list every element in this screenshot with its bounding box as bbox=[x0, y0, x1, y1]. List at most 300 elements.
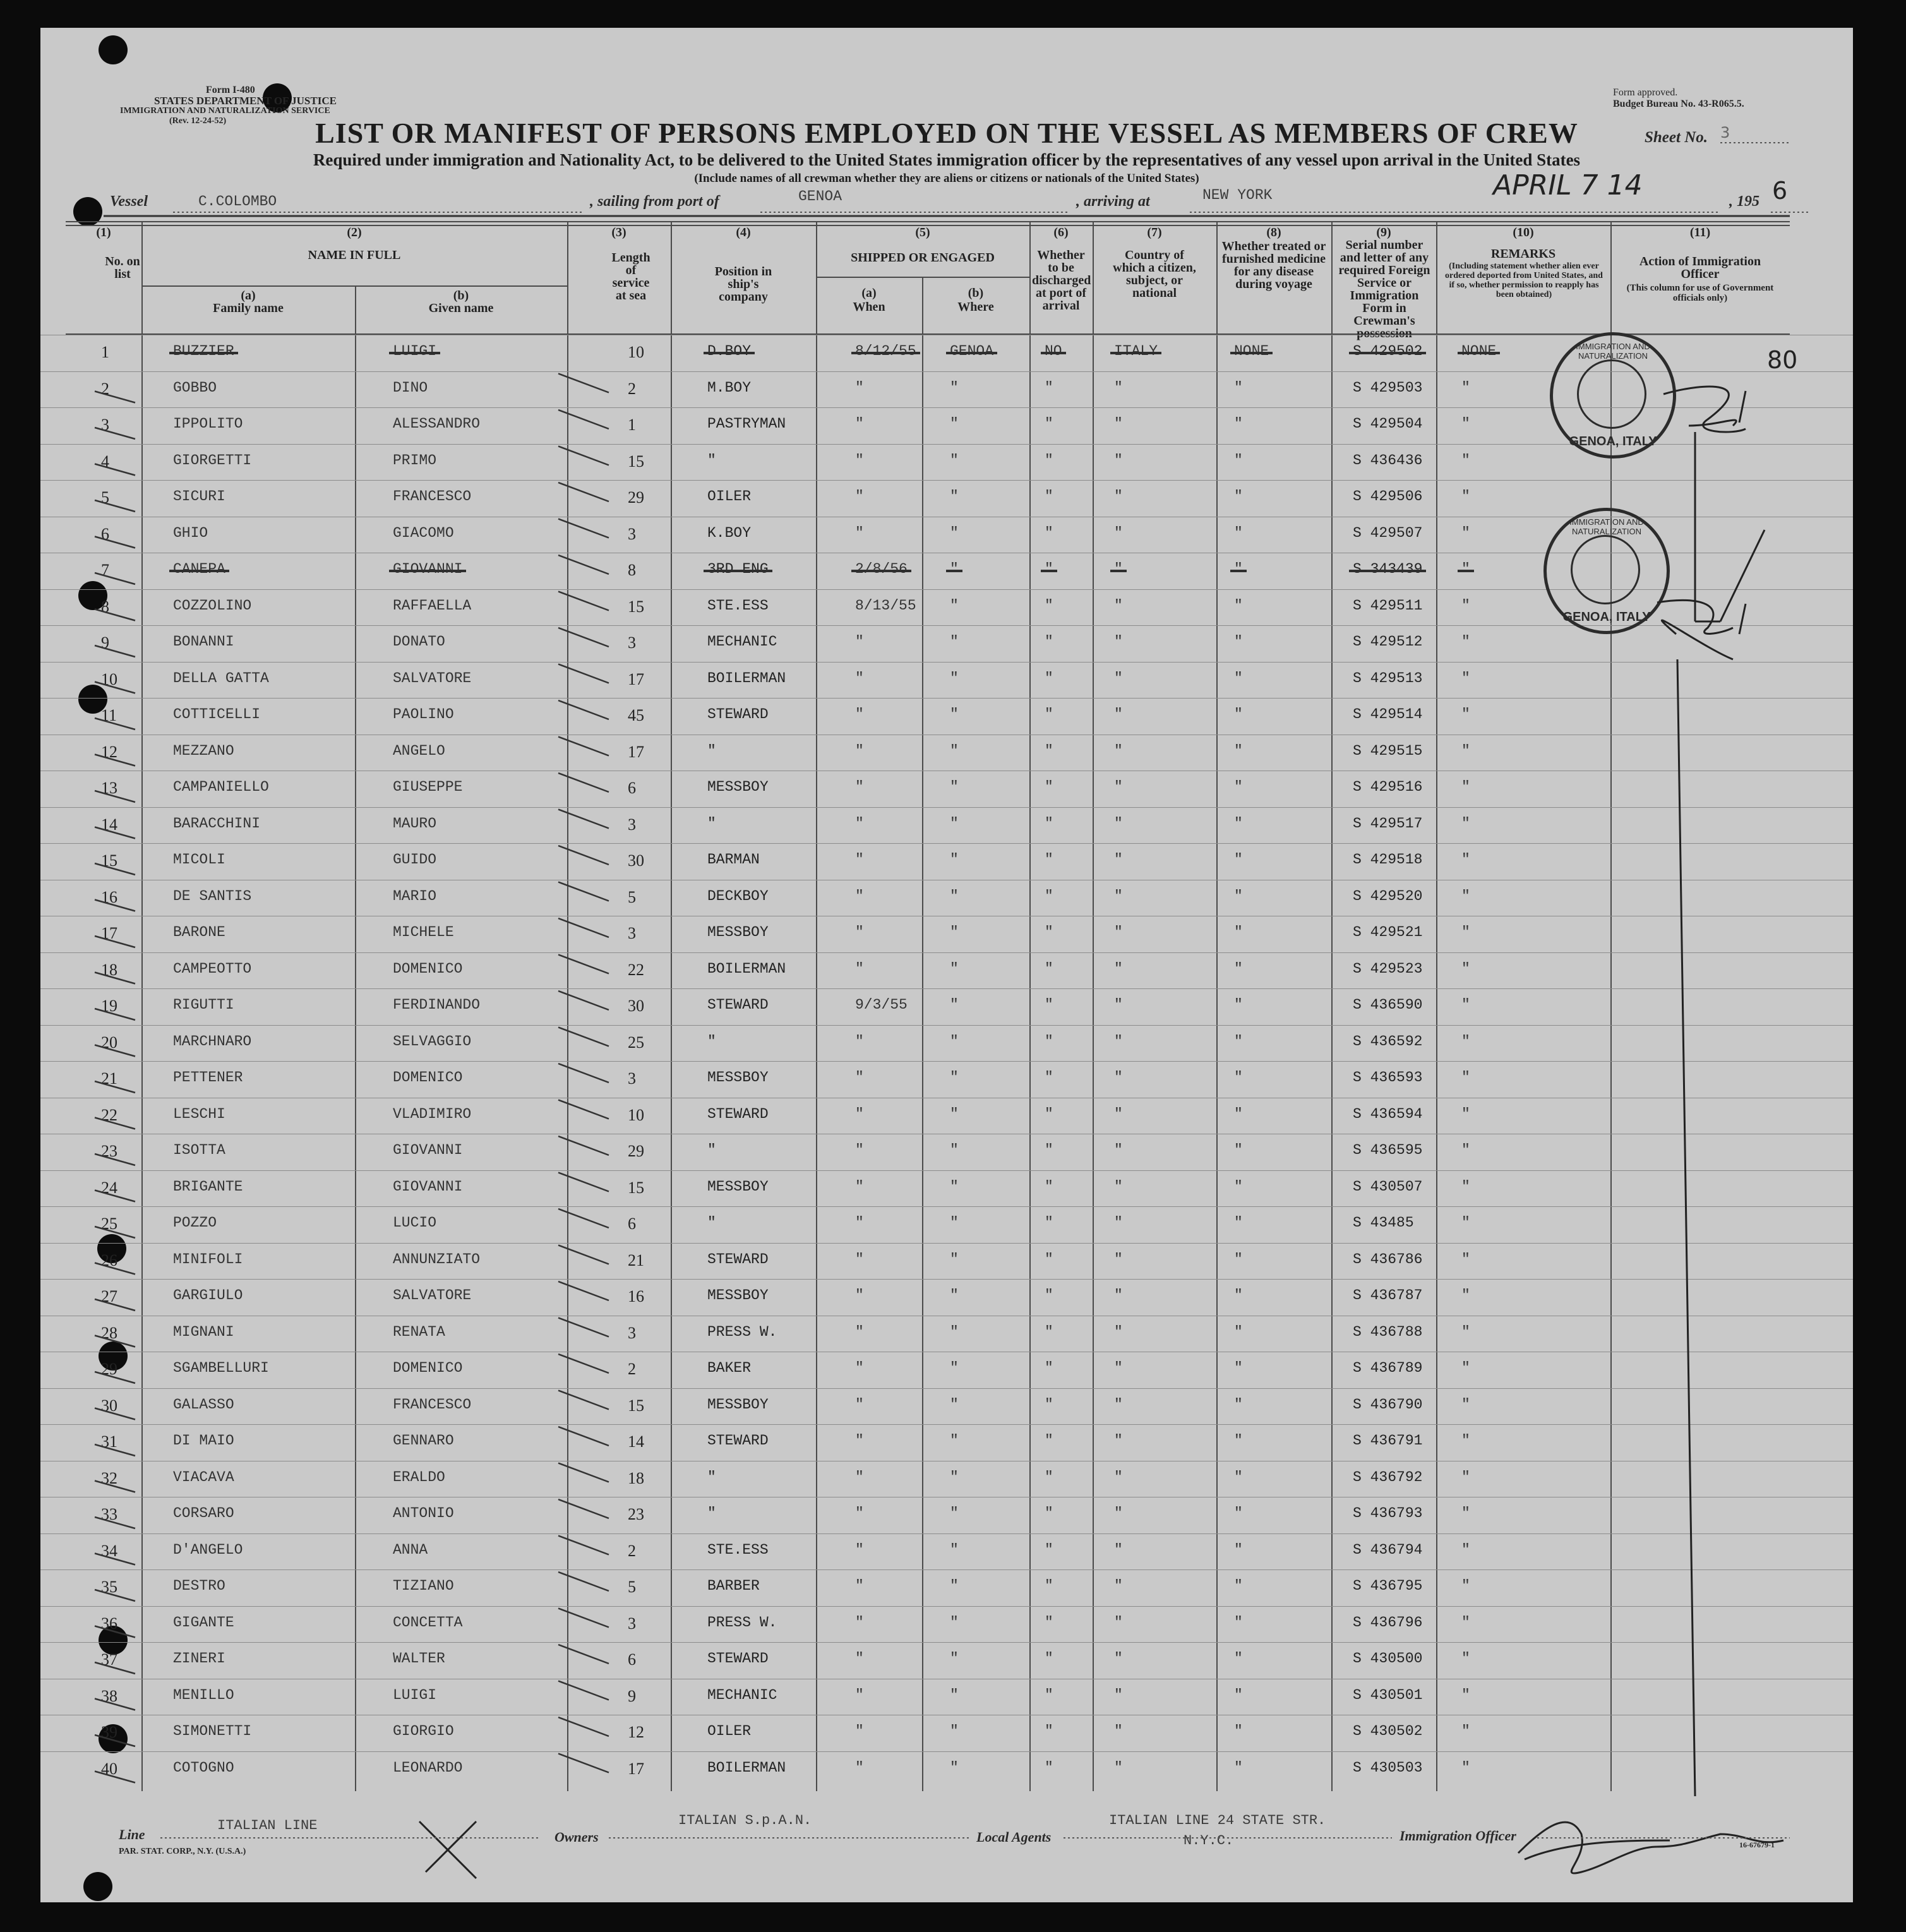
cell-given: RAFFAELLA bbox=[393, 597, 472, 614]
cell-given: LUCIO bbox=[393, 1215, 437, 1231]
cell-discharged: " bbox=[1045, 1142, 1053, 1158]
cell-given: SELVAGGIO bbox=[393, 1033, 472, 1050]
cell-service: 6 bbox=[628, 779, 636, 797]
cell-when: " bbox=[855, 1723, 864, 1739]
cell-when: " bbox=[855, 416, 864, 432]
cell-remarks: " bbox=[1461, 561, 1470, 577]
cell-discharged: " bbox=[1045, 1178, 1053, 1195]
cell-given: DOMENICO bbox=[393, 960, 463, 977]
cell-remarks: " bbox=[1461, 1215, 1470, 1231]
cell-family: MENILLO bbox=[173, 1686, 234, 1703]
cell-medicine: " bbox=[1234, 1723, 1243, 1739]
col6-header: Whether to be discharged at port of arrival bbox=[1032, 248, 1091, 313]
cell-position: " bbox=[707, 1033, 716, 1050]
cell-remarks: " bbox=[1461, 742, 1470, 759]
cell-serial: S 436790 bbox=[1353, 1396, 1423, 1413]
cell-position: " bbox=[707, 815, 716, 832]
cell-family: VIACAVA bbox=[173, 1468, 234, 1485]
form-title: LIST OR MANIFEST OF PERSONS EMPLOYED ON THE VESSEL AS MEMBERS OF CREW bbox=[315, 117, 1578, 149]
cell-when: " bbox=[855, 1468, 864, 1485]
row-number: 21 bbox=[101, 1069, 117, 1088]
col5a-letter: (a) bbox=[861, 286, 877, 300]
cell-service: 2 bbox=[628, 1360, 636, 1378]
cell-when: " bbox=[855, 851, 864, 868]
cell-medicine: " bbox=[1234, 779, 1243, 795]
cell-when: " bbox=[855, 669, 864, 687]
cell-medicine: " bbox=[1234, 416, 1243, 432]
cell-when: " bbox=[855, 1105, 864, 1122]
col11-note: (This column for use of Government officials only) bbox=[1626, 283, 1774, 303]
cell-position: BOILERMAN bbox=[707, 669, 786, 687]
cell-medicine: " bbox=[1234, 1323, 1243, 1340]
cell-where: " bbox=[950, 633, 959, 650]
cell-country: " bbox=[1114, 1142, 1123, 1158]
cell-service: 2 bbox=[628, 379, 636, 398]
cell-discharged: " bbox=[1045, 1759, 1053, 1776]
cell-service: 6 bbox=[628, 1650, 636, 1669]
cell-country: " bbox=[1114, 1215, 1123, 1231]
cell-discharged: " bbox=[1045, 1468, 1053, 1485]
cell-where: " bbox=[950, 997, 959, 1013]
cell-medicine: " bbox=[1234, 524, 1243, 541]
cell-position: M.BOY bbox=[707, 379, 752, 396]
row-number: 40 bbox=[101, 1759, 117, 1778]
cell-given: ANGELO bbox=[393, 742, 445, 759]
cell-family: IPPOLITO bbox=[173, 416, 243, 432]
owners-label: Owners bbox=[554, 1829, 599, 1845]
cell-service: 25 bbox=[628, 1033, 644, 1052]
cell-remarks: " bbox=[1461, 851, 1470, 868]
cell-service: 5 bbox=[628, 1578, 636, 1596]
cell-service: 8 bbox=[628, 561, 636, 579]
row-number: 15 bbox=[101, 851, 117, 870]
col2b-letter: (b) bbox=[453, 289, 469, 303]
row-number: 38 bbox=[101, 1686, 117, 1705]
row-number: 9 bbox=[101, 633, 109, 652]
cell-discharged: " bbox=[1045, 1541, 1053, 1558]
row-number: 12 bbox=[101, 742, 117, 761]
cell-given: WALTER bbox=[393, 1650, 445, 1667]
cell-given: TIZIANO bbox=[393, 1578, 454, 1594]
cell-when: " bbox=[855, 1396, 864, 1413]
cell-position: BOILERMAN bbox=[707, 1759, 786, 1776]
cell-when: " bbox=[855, 924, 864, 940]
cell-remarks: " bbox=[1461, 1105, 1470, 1122]
col10-number: (10) bbox=[1513, 225, 1534, 239]
cell-family: CAMPEOTTO bbox=[173, 960, 252, 977]
cell-service: 3 bbox=[628, 1323, 636, 1342]
year-prefix: , 195 bbox=[1729, 193, 1759, 210]
cell-country: " bbox=[1114, 1650, 1123, 1667]
cell-where: " bbox=[950, 1759, 959, 1776]
cell-medicine: " bbox=[1234, 851, 1243, 868]
cell-given: GIOVANNI bbox=[393, 1142, 463, 1158]
cell-position: MESSBOY bbox=[707, 1178, 769, 1195]
cell-discharged: " bbox=[1045, 887, 1053, 904]
cell-medicine: " bbox=[1234, 1105, 1243, 1122]
cell-given: GIUSEPPE bbox=[393, 779, 463, 795]
cell-serial: S 429511 bbox=[1353, 597, 1423, 614]
cell-where: " bbox=[950, 488, 959, 505]
cell-service: 12 bbox=[628, 1723, 644, 1741]
cell-position: " bbox=[707, 1142, 716, 1158]
cell-given: MICHELE bbox=[393, 924, 454, 940]
cell-country: " bbox=[1114, 1614, 1123, 1631]
cell-when: " bbox=[855, 1650, 864, 1667]
cell-position: PASTRYMAN bbox=[707, 416, 786, 432]
cell-discharged: " bbox=[1045, 669, 1053, 687]
cell-country: " bbox=[1114, 597, 1123, 614]
cell-where: " bbox=[950, 851, 959, 868]
col2a-letter: (a) bbox=[241, 289, 256, 303]
cell-family: POZZO bbox=[173, 1215, 217, 1231]
cell-given: DINO bbox=[393, 379, 428, 396]
col3-number: (3) bbox=[611, 225, 626, 239]
cell-where: " bbox=[950, 1287, 959, 1304]
cell-family: GIORGETTI bbox=[173, 452, 252, 469]
row-number: 28 bbox=[101, 1323, 117, 1342]
cell-country: " bbox=[1114, 815, 1123, 832]
cell-serial: S 436594 bbox=[1353, 1105, 1423, 1122]
cell-position: K.BOY bbox=[707, 524, 752, 541]
cell-family: GIGANTE bbox=[173, 1614, 234, 1631]
cell-where: " bbox=[950, 1578, 959, 1594]
cell-remarks: " bbox=[1461, 1614, 1470, 1631]
cell-family: COTTICELLI bbox=[173, 706, 261, 723]
departure-port: GENOA bbox=[798, 188, 842, 205]
cell-discharged: " bbox=[1045, 1360, 1053, 1376]
cell-where: " bbox=[950, 1505, 959, 1521]
cell-where: " bbox=[950, 524, 959, 541]
row-number: 17 bbox=[101, 924, 117, 942]
col8-number: (8) bbox=[1266, 225, 1281, 239]
cell-country: " bbox=[1114, 561, 1123, 577]
cell-medicine: " bbox=[1234, 997, 1243, 1013]
cell-country: " bbox=[1114, 779, 1123, 795]
form-number: Form I-480 bbox=[206, 85, 255, 95]
cell-where: " bbox=[950, 924, 959, 940]
row-number: 7 bbox=[101, 561, 109, 579]
cell-service: 21 bbox=[628, 1251, 644, 1269]
row-number: 30 bbox=[101, 1396, 117, 1415]
cell-given: ANTONIO bbox=[393, 1505, 454, 1521]
cell-given: RENATA bbox=[393, 1323, 445, 1340]
cell-family: BRIGANTE bbox=[173, 1178, 243, 1195]
cell-remarks: " bbox=[1461, 488, 1470, 505]
cell-when: " bbox=[855, 1578, 864, 1594]
col5-header: SHIPPED OR ENGAGED bbox=[851, 251, 995, 265]
cell-position: MECHANIC bbox=[707, 1686, 777, 1703]
cell-country: " bbox=[1114, 1360, 1123, 1376]
cell-where: " bbox=[950, 1215, 959, 1231]
cell-where: " bbox=[950, 815, 959, 832]
cell-serial: S 436593 bbox=[1353, 1069, 1423, 1086]
cell-service: 17 bbox=[628, 1759, 644, 1778]
cell-serial: S 436590 bbox=[1353, 997, 1423, 1013]
cell-medicine: " bbox=[1234, 379, 1243, 396]
sheet-value: 3 bbox=[1720, 124, 1730, 141]
cell-family: CAMPANIELLO bbox=[173, 779, 269, 795]
cell-where: GENOA bbox=[950, 343, 994, 359]
col5b-letter: (b) bbox=[968, 286, 984, 300]
cell-position: " bbox=[707, 1468, 716, 1485]
form-code: 16-67679-1 bbox=[1739, 1840, 1775, 1849]
cell-discharged: NO bbox=[1045, 343, 1062, 359]
row-number: 26 bbox=[101, 1251, 117, 1269]
cell-serial: S 430502 bbox=[1353, 1723, 1423, 1739]
cell-position: STE.ESS bbox=[707, 1541, 769, 1558]
cell-when: " bbox=[855, 779, 864, 795]
cell-family: D'ANGELO bbox=[173, 1541, 243, 1558]
cell-serial: S 429514 bbox=[1353, 706, 1423, 723]
cell-position: MECHANIC bbox=[707, 633, 777, 650]
cell-position: STEWARD bbox=[707, 1251, 769, 1268]
cell-position: STEWARD bbox=[707, 706, 769, 723]
cell-service: 30 bbox=[628, 851, 644, 870]
col3-header: Length of service at sea bbox=[611, 251, 650, 303]
cell-remarks: " bbox=[1461, 524, 1470, 541]
cell-where: " bbox=[950, 452, 959, 469]
cell-given: PRIMO bbox=[393, 452, 437, 469]
cell-remarks: " bbox=[1461, 1468, 1470, 1485]
cell-medicine: " bbox=[1234, 815, 1243, 832]
row-number: 6 bbox=[101, 524, 109, 543]
cell-position: MESSBOY bbox=[707, 924, 769, 940]
row-number: 39 bbox=[101, 1723, 117, 1741]
cell-remarks: NONE bbox=[1461, 343, 1497, 359]
cell-given: SALVATORE bbox=[393, 669, 472, 687]
cell-remarks: " bbox=[1461, 1686, 1470, 1703]
owners-name: ITALIAN S.p.A.N. bbox=[678, 1813, 812, 1828]
col8-header: Whether treated or furnished medicine for any disease during voyage bbox=[1221, 239, 1326, 291]
cell-position: PRESS W. bbox=[707, 1323, 777, 1340]
cell-given: FRANCESCO bbox=[393, 488, 472, 505]
cell-given: FRANCESCO bbox=[393, 1396, 472, 1413]
cell-where: " bbox=[950, 1396, 959, 1413]
col5b-header: Where bbox=[957, 300, 994, 314]
cell-serial: S 429515 bbox=[1353, 742, 1423, 759]
cell-family: COTOGNO bbox=[173, 1759, 234, 1776]
cell-remarks: " bbox=[1461, 597, 1470, 614]
cell-family: MINIFOLI bbox=[173, 1251, 243, 1268]
cell-service: 15 bbox=[628, 452, 644, 471]
cell-family: ISOTTA bbox=[173, 1142, 225, 1158]
cell-where: " bbox=[950, 416, 959, 432]
cell-serial: S 430507 bbox=[1353, 1178, 1423, 1195]
cell-remarks: " bbox=[1461, 1142, 1470, 1158]
cell-family: MICOLI bbox=[173, 851, 225, 868]
row-number: 35 bbox=[101, 1578, 117, 1596]
cell-country: " bbox=[1114, 1723, 1123, 1739]
cell-serial: S 436786 bbox=[1353, 1251, 1423, 1268]
cell-discharged: " bbox=[1045, 1323, 1053, 1340]
cell-country: " bbox=[1114, 1105, 1123, 1122]
cell-service: 3 bbox=[628, 924, 636, 942]
cell-position: MESSBOY bbox=[707, 1069, 769, 1086]
cell-discharged: " bbox=[1045, 633, 1053, 650]
cell-given: LEONARDO bbox=[393, 1759, 463, 1776]
cell-discharged: " bbox=[1045, 1069, 1053, 1086]
row-number: 1 bbox=[101, 343, 109, 361]
cell-where: " bbox=[950, 597, 959, 614]
cell-discharged: " bbox=[1045, 1650, 1053, 1667]
cell-country: " bbox=[1114, 742, 1123, 759]
cell-medicine: " bbox=[1234, 488, 1243, 505]
row-number: 16 bbox=[101, 887, 117, 906]
cell-discharged: " bbox=[1045, 1396, 1053, 1413]
cell-remarks: " bbox=[1461, 1723, 1470, 1739]
cell-discharged: " bbox=[1045, 1287, 1053, 1304]
row-number: 27 bbox=[101, 1287, 117, 1305]
cell-given: MARIO bbox=[393, 887, 437, 904]
cell-medicine: " bbox=[1234, 1468, 1243, 1485]
cell-position: PRESS W. bbox=[707, 1614, 777, 1631]
cell-position: BOILERMAN bbox=[707, 960, 786, 977]
cell-service: 18 bbox=[628, 1468, 644, 1487]
cell-where: " bbox=[950, 779, 959, 795]
cell-service: 5 bbox=[628, 887, 636, 906]
cell-remarks: " bbox=[1461, 1432, 1470, 1449]
cell-given: VLADIMIRO bbox=[393, 1105, 472, 1122]
cell-given: GENNARO bbox=[393, 1432, 454, 1449]
cell-remarks: " bbox=[1461, 924, 1470, 940]
cell-given: LUIGI bbox=[393, 1686, 437, 1703]
col4-number: (4) bbox=[736, 225, 751, 239]
stamp-city: GENOA, ITALY bbox=[1562, 610, 1651, 624]
cell-medicine: " bbox=[1234, 1432, 1243, 1449]
cell-position: " bbox=[707, 1215, 716, 1231]
cell-family: GARGIULO bbox=[173, 1287, 243, 1304]
cell-position: STEWARD bbox=[707, 997, 769, 1013]
cell-when: " bbox=[855, 379, 864, 396]
cell-position: BARBER bbox=[707, 1578, 760, 1594]
cell-family: COZZOLINO bbox=[173, 597, 252, 614]
cell-given: SALVATORE bbox=[393, 1287, 472, 1304]
cell-position: DECKBOY bbox=[707, 887, 769, 904]
cell-country: ITALY bbox=[1114, 343, 1158, 359]
cell-country: " bbox=[1114, 633, 1123, 650]
cell-service: 14 bbox=[628, 1432, 644, 1451]
cell-country: " bbox=[1114, 1432, 1123, 1449]
cell-serial: S 436788 bbox=[1353, 1323, 1423, 1340]
cell-service: 17 bbox=[628, 669, 644, 688]
col7-number: (7) bbox=[1147, 225, 1162, 239]
cell-discharged: " bbox=[1045, 524, 1053, 541]
cell-position: OILER bbox=[707, 1723, 752, 1739]
cell-where: " bbox=[950, 1432, 959, 1449]
cell-where: " bbox=[950, 1069, 959, 1086]
cell-remarks: " bbox=[1461, 1396, 1470, 1413]
cell-remarks: " bbox=[1461, 1287, 1470, 1304]
cell-medicine: " bbox=[1234, 669, 1243, 687]
cell-when: " bbox=[855, 1215, 864, 1231]
cell-where: " bbox=[950, 1105, 959, 1122]
cell-when: " bbox=[855, 633, 864, 650]
cell-medicine: " bbox=[1234, 1759, 1243, 1776]
cell-medicine: " bbox=[1234, 887, 1243, 904]
cell-remarks: " bbox=[1461, 669, 1470, 687]
cell-medicine: " bbox=[1234, 1142, 1243, 1158]
cell-family: DE SANTIS bbox=[173, 887, 252, 904]
manifest-page bbox=[40, 28, 1853, 1902]
cell-remarks: " bbox=[1461, 1578, 1470, 1594]
cell-medicine: " bbox=[1234, 1578, 1243, 1594]
cell-country: " bbox=[1114, 1686, 1123, 1703]
cell-serial: S 436787 bbox=[1353, 1287, 1423, 1304]
cell-where: " bbox=[950, 887, 959, 904]
cell-medicine: " bbox=[1234, 960, 1243, 977]
row-number: 13 bbox=[101, 779, 117, 797]
cell-discharged: " bbox=[1045, 416, 1053, 432]
cell-family: GOBBO bbox=[173, 379, 217, 396]
row-number: 25 bbox=[101, 1215, 117, 1233]
row-number: 5 bbox=[101, 488, 109, 507]
cell-when: " bbox=[855, 1432, 864, 1449]
cell-remarks: " bbox=[1461, 779, 1470, 795]
cell-given: MAURO bbox=[393, 815, 437, 832]
cell-family: SIMONETTI bbox=[173, 1723, 252, 1739]
cell-where: " bbox=[950, 1142, 959, 1158]
cell-where: " bbox=[950, 1033, 959, 1050]
row-number: 18 bbox=[101, 960, 117, 979]
cell-when: " bbox=[855, 706, 864, 723]
cell-medicine: " bbox=[1234, 1396, 1243, 1413]
cell-given: DONATO bbox=[393, 633, 445, 650]
cell-where: " bbox=[950, 1468, 959, 1485]
row-number: 32 bbox=[101, 1468, 117, 1487]
form-revision: (Rev. 12-24-52) bbox=[169, 116, 227, 126]
cell-family: RIGUTTI bbox=[173, 997, 234, 1013]
agents-name: ITALIAN LINE 24 STATE STR. bbox=[1109, 1813, 1326, 1828]
cell-remarks: " bbox=[1461, 815, 1470, 832]
cell-when: " bbox=[855, 1686, 864, 1703]
cell-service: 1 bbox=[628, 416, 636, 434]
cell-given: ALESSANDRO bbox=[393, 416, 481, 432]
line-name: ITALIAN LINE bbox=[217, 1818, 318, 1833]
sailing-label: , sailing from port of bbox=[590, 193, 719, 210]
cell-given: ERALDO bbox=[393, 1468, 445, 1485]
cell-discharged: " bbox=[1045, 597, 1053, 614]
cell-where: " bbox=[950, 669, 959, 687]
cell-position: D.BOY bbox=[707, 343, 752, 359]
cell-given: FERDINANDO bbox=[393, 997, 481, 1013]
cell-medicine: " bbox=[1234, 742, 1243, 759]
cell-where: " bbox=[950, 379, 959, 396]
cell-given: GIORGIO bbox=[393, 1723, 454, 1739]
cell-serial: S 436793 bbox=[1353, 1505, 1423, 1521]
cell-remarks: " bbox=[1461, 452, 1470, 469]
cell-family: MEZZANO bbox=[173, 742, 234, 759]
vessel-label: Vessel bbox=[110, 193, 148, 210]
cell-family: BARACCHINI bbox=[173, 815, 261, 832]
cell-country: " bbox=[1114, 1251, 1123, 1268]
cell-when: 9/3/55 bbox=[855, 997, 908, 1013]
col5-number: (5) bbox=[915, 225, 930, 239]
row-number: 4 bbox=[101, 452, 109, 471]
cell-when: " bbox=[855, 1251, 864, 1268]
row-number: 14 bbox=[101, 815, 117, 834]
cell-medicine: " bbox=[1234, 1033, 1243, 1050]
cell-when: " bbox=[855, 887, 864, 904]
cell-medicine: " bbox=[1234, 1650, 1243, 1667]
cell-family: BARONE bbox=[173, 924, 225, 940]
cell-given: GUIDO bbox=[393, 851, 437, 868]
cell-when: " bbox=[855, 742, 864, 759]
cell-when: " bbox=[855, 1505, 864, 1521]
cell-medicine: " bbox=[1234, 1686, 1243, 1703]
cell-medicine: " bbox=[1234, 1287, 1243, 1304]
cell-when: " bbox=[855, 815, 864, 832]
